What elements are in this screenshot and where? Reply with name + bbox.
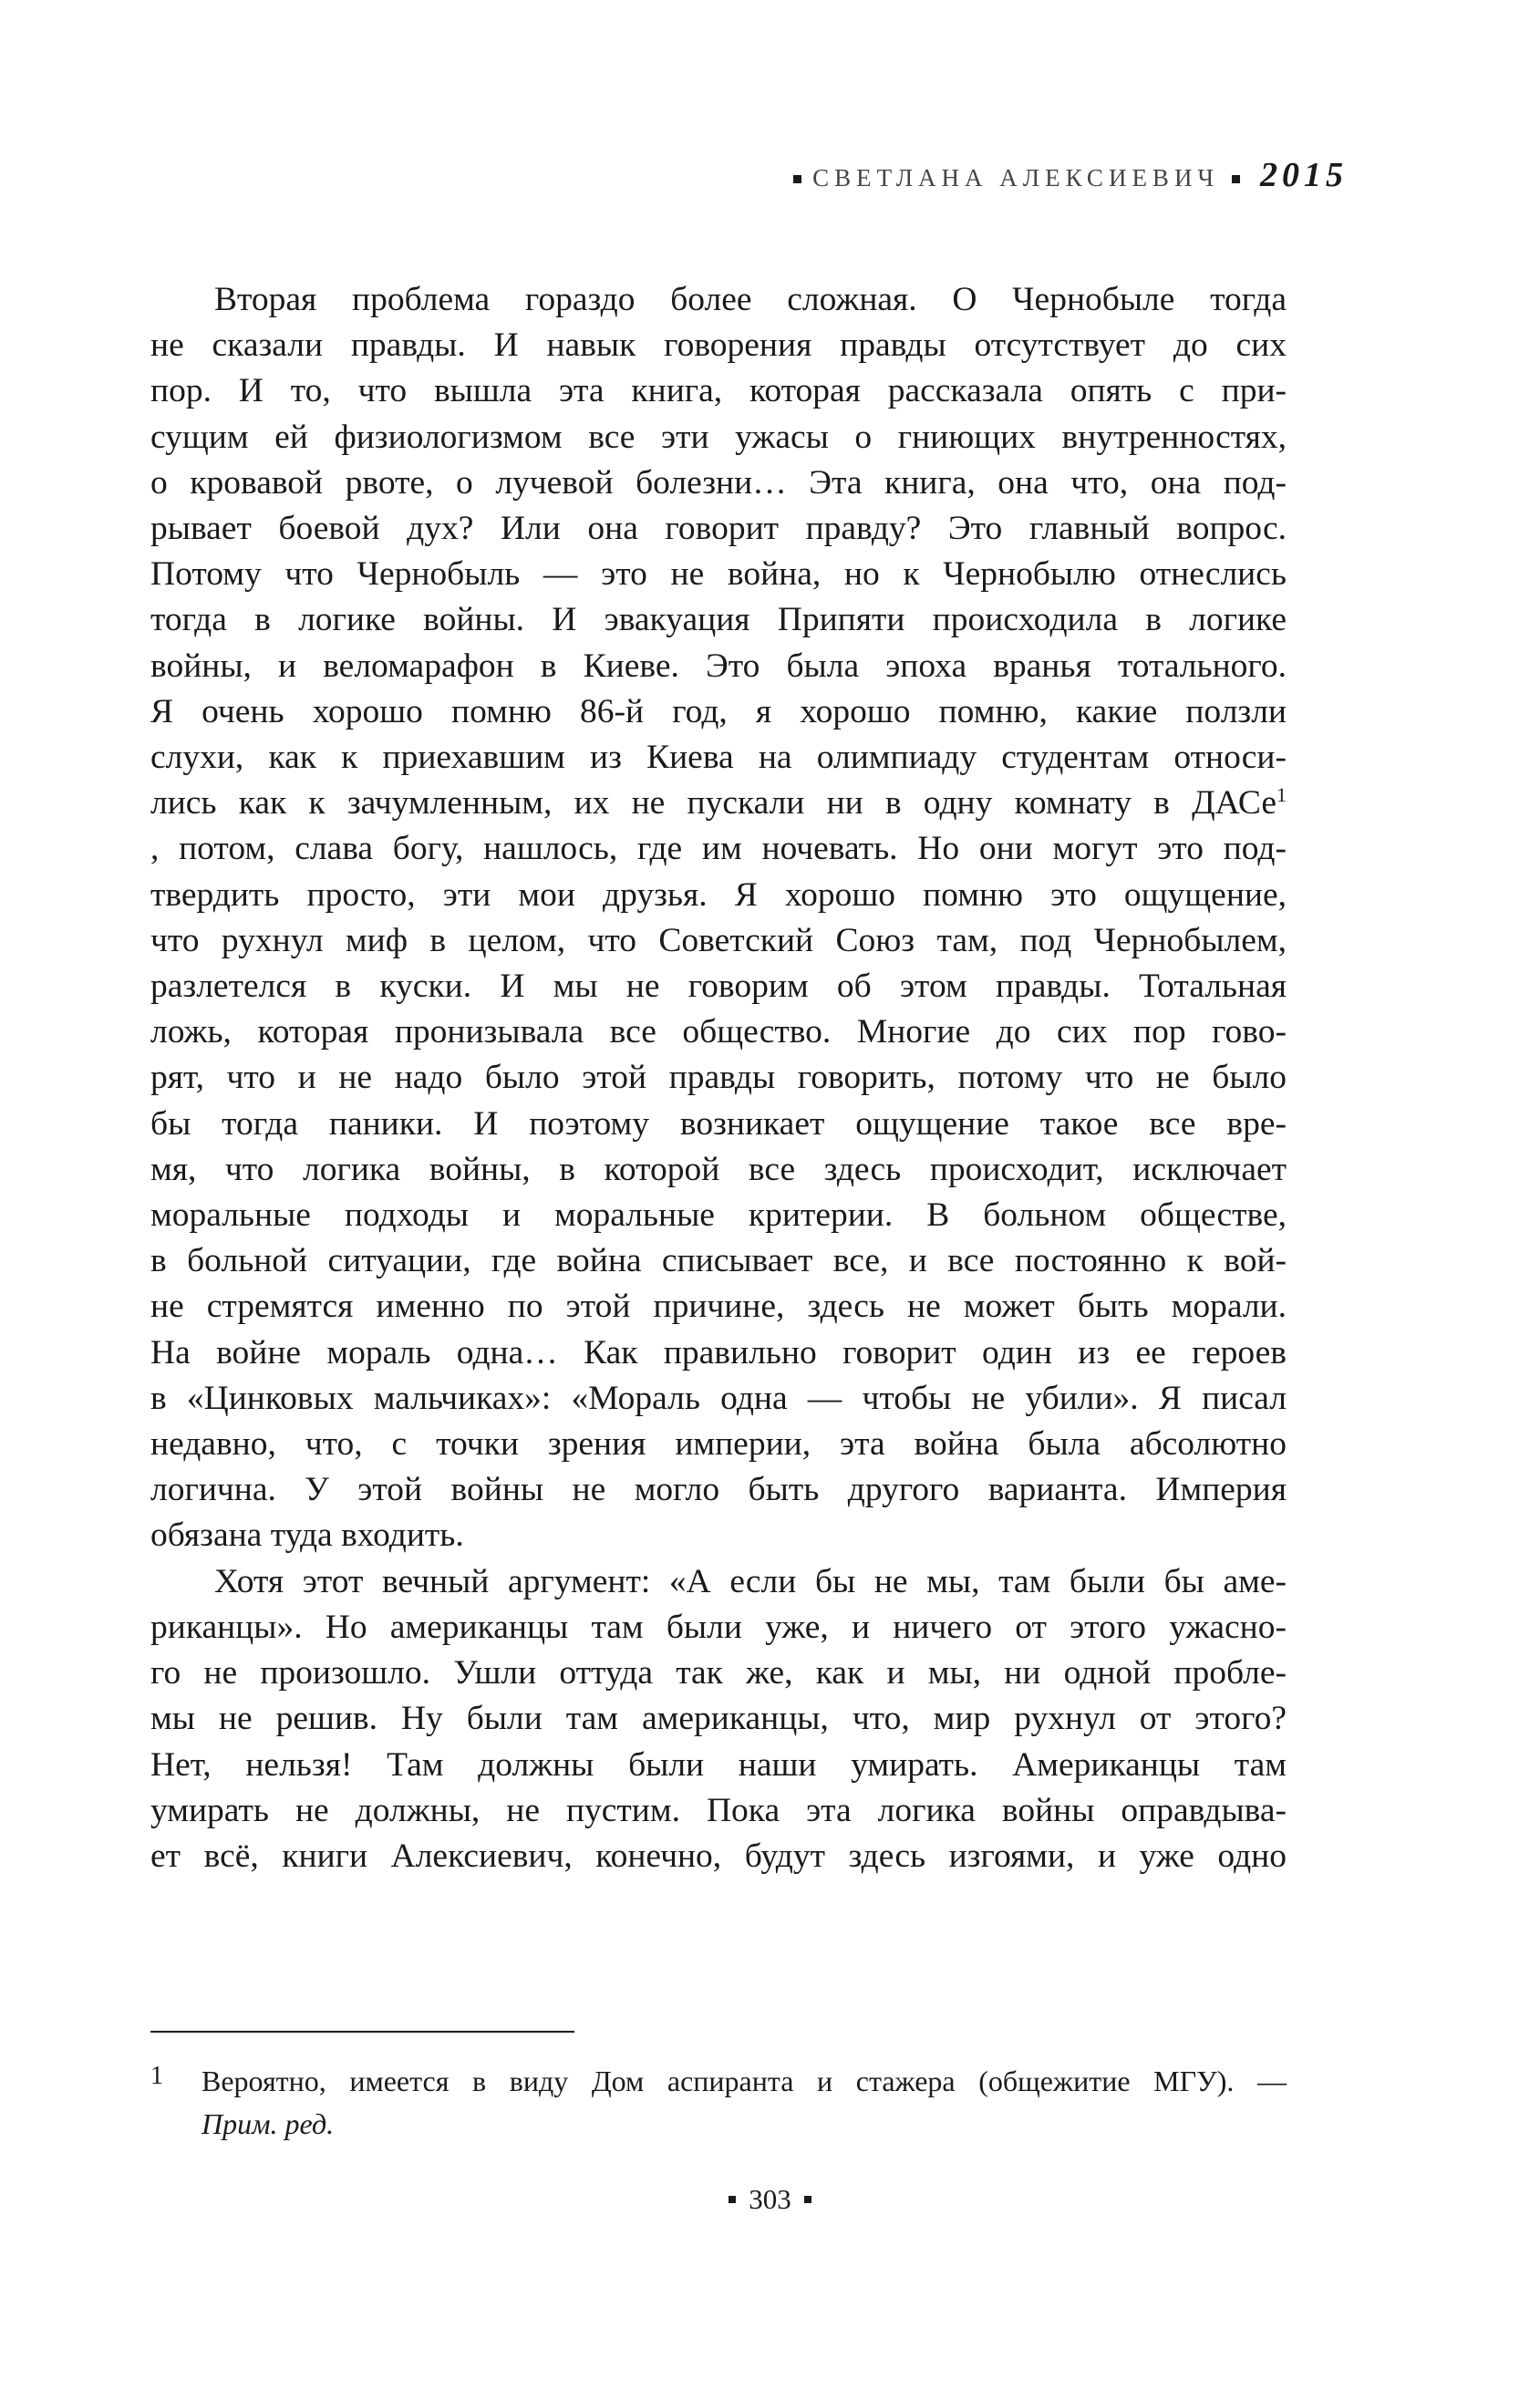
p1-line-16: разлетелся в куски. И мы не говорим об этом правды. Тотальная	[150, 968, 1287, 1006]
running-head	[0, 155, 1348, 202]
footnote-number: 1	[150, 2062, 163, 2090]
p1-line-23: не стремятся именно по этой причине, здесь не может быть морали.	[150, 1288, 1287, 1326]
p1-line-14: твердить просто, эти мои друзья. Я хорошо помню это ощущение,	[150, 875, 1287, 914]
p1-line-19: бы тогда паники. И поэтому возникает ощущение такое все вре-	[150, 1104, 1287, 1143]
p1-line-28: обязана туда входить.	[150, 1516, 464, 1555]
p1-line-6: рывает боевой дух? Или она говорит правду? Это главный вопрос.	[150, 510, 1287, 548]
p2-line-6: умирать не должны, не пустим. Пока эта логика войны оправдыва-	[150, 1791, 1287, 1829]
p1-line-21: моральные подходы и моральные критерии. В больном обществе,	[150, 1196, 1287, 1235]
paragraph-2	[150, 1559, 1287, 1879]
page-number-footer	[0, 2181, 1540, 2218]
p1-line-22: в больной ситуации, где война списывает все, и все постоянно к вой-	[150, 1242, 1287, 1280]
p2-line-7: ет всё, книги Алексиевич, конечно, будут здесь изгоями, и уже одно	[150, 1837, 1287, 1875]
p1-line-7: Потому что Чернобыль — это не война, но к Чернобылю отнеслись	[150, 555, 1287, 594]
running-head-author: СВЕТЛАНА АЛЕКСИЕВИЧ	[812, 164, 1219, 191]
p1-line-15: что рухнул миф в целом, что Советский Союз там, под Чернобылем,	[150, 921, 1287, 959]
p2-line-5: Нет, нельзя! Там должны были наши умирать. Американцы там	[150, 1745, 1287, 1784]
p1-line-26: недавно, что, с точки зрения империи, эта война была абсолютно	[150, 1425, 1287, 1464]
p1-line-4: сущим ей физиологизмом все эти ужасы о гниющих внутренностях,	[150, 418, 1287, 456]
p2-line-1: Хотя этот вечный аргумент: «А если бы не мы, там были бы аме-	[214, 1562, 1287, 1600]
folio-bullet-right	[804, 2196, 811, 2203]
p1-line-18: рят, что и не надо было этой правды говорить, потому что не было	[150, 1059, 1287, 1097]
footnote-reference: 1	[1276, 783, 1287, 807]
p2-line-3: го не произошло. Ушли оттуда так же, как и мы, ни одной пробле-	[150, 1654, 1287, 1692]
p1-line-25: в «Цинковых мальчиках»: «Мораль одна — чтобы не убили». Я писал	[150, 1379, 1287, 1417]
running-head-year: 2015	[1260, 156, 1348, 194]
footnote-text: Вероятно, имеется в виду Дом аспиранта и стажера (общежитие МГУ). —	[202, 2065, 1287, 2097]
p1-line-2: не сказали правды. И навык говорения правды отсутствует до сих	[150, 326, 1287, 365]
running-head-bullet-right	[1232, 175, 1240, 183]
p2-line-4: мы не решив. Ну были там американцы, что, мир рухнул от этого?	[150, 1700, 1287, 1738]
p1-line-11: слухи, как к приехавшим из Киева на олимпиаду студентам относи-	[150, 739, 1287, 777]
paragraph-1	[150, 277, 1287, 1559]
footnote-editor-note: Прим. ред.	[202, 2107, 335, 2140]
p1-line-5: о кровавой рвоте, о лучевой болезни… Эта книга, она что, она под-	[150, 463, 1287, 502]
p1-line-17: ложь, которая пронизывала все общество. Многие до сих пор гово-	[150, 1013, 1287, 1051]
page-number: 303	[749, 2183, 791, 2215]
body-text	[150, 277, 1287, 1879]
p1-line-13: , потом, слава богу, нашлось, где им ночевать. Но они могут это под-	[150, 830, 1287, 868]
footnote-separator	[150, 2031, 574, 2033]
p1-line-12: лись как к зачумленным, их не пускали ни в одну комнату в ДАСе$^1$	[150, 783, 1287, 823]
p1-line-8: тогда в логике войны. И эвакуация Припяти происходила в логике	[150, 601, 1287, 639]
p1-line-27: логична. У этой войны не могло быть другого варианта. Империя	[150, 1471, 1287, 1509]
footnote	[150, 2060, 1287, 2146]
p1-line-20: мя, что логика войны, в которой все здесь происходит, исключает	[150, 1150, 1287, 1188]
p1-line-1: Вторая проблема гораздо более сложная. О Чернобыле тогда	[214, 281, 1287, 318]
p1-line-3: пор. И то, что вышла эта книга, которая рассказала опять с при-	[150, 372, 1287, 410]
p1-line-9: войны, и веломарафон в Киеве. Это была эпоха вранья тотального.	[150, 647, 1287, 685]
folio-bullet-left	[729, 2196, 736, 2203]
p2-line-2: риканцы». Но американцы там были уже, и ничего от этого ужасно-	[150, 1608, 1287, 1646]
p1-line-10: Я очень хорошо помню 86-й год, я хорошо помню, какие ползли	[150, 692, 1287, 730]
running-head-bullet-left	[793, 175, 801, 183]
p1-line-24: На войне мораль одна… Как правильно говорит один из ее героев	[150, 1333, 1287, 1371]
